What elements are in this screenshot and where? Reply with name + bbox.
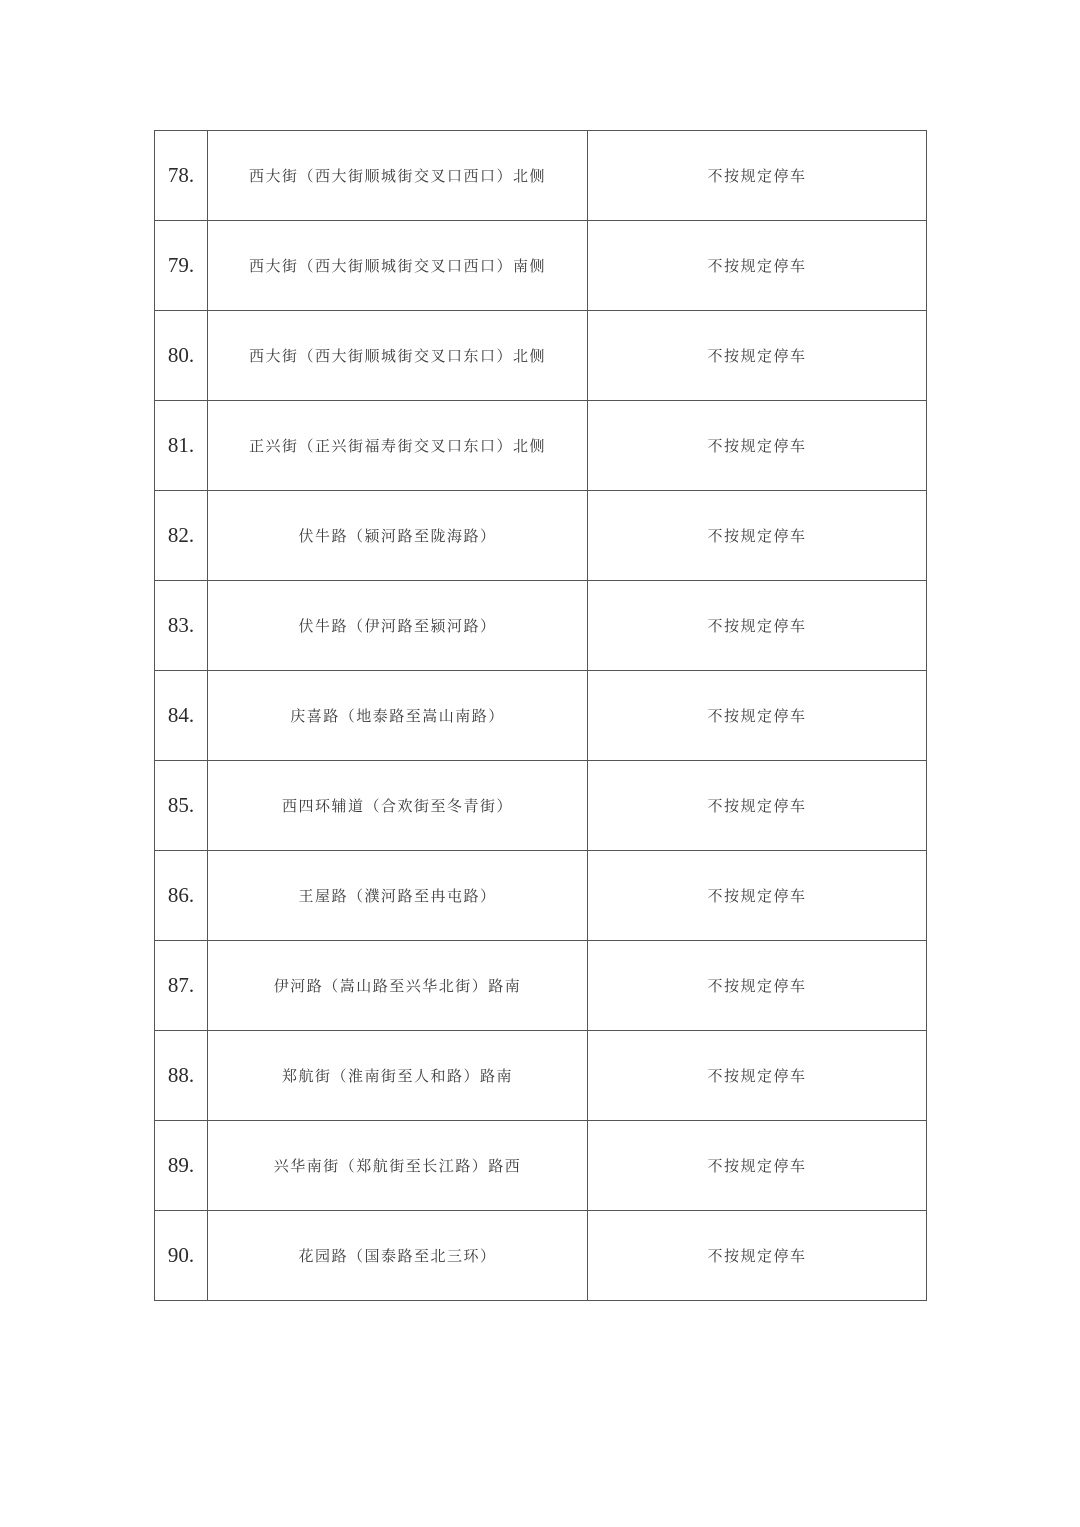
violation-type: 不按规定停车 (588, 761, 927, 851)
violation-type: 不按规定停车 (588, 491, 927, 581)
row-number: 88. (155, 1031, 208, 1121)
violation-type: 不按规定停车 (588, 941, 927, 1031)
road-location: 西四环辅道（合欢街至冬青街） (208, 761, 588, 851)
road-location: 正兴街（正兴街福寿街交叉口东口）北侧 (208, 401, 588, 491)
row-number: 82. (155, 491, 208, 581)
road-location: 西大街（西大街顺城街交叉口西口）北侧 (208, 131, 588, 221)
row-number: 78. (155, 131, 208, 221)
table-row (155, 401, 927, 491)
violation-type: 不按规定停车 (588, 131, 927, 221)
violation-type: 不按规定停车 (588, 671, 927, 761)
road-location: 西大街（西大街顺城街交叉口西口）南侧 (208, 221, 588, 311)
row-number: 80. (155, 311, 208, 401)
table-row (155, 941, 927, 1031)
violation-table-body (155, 131, 927, 1301)
row-number: 90. (155, 1211, 208, 1301)
row-number: 79. (155, 221, 208, 311)
road-location: 王屋路（濮河路至冉屯路） (208, 851, 588, 941)
table-row (155, 581, 927, 671)
row-number: 86. (155, 851, 208, 941)
violation-type: 不按规定停车 (588, 1031, 927, 1121)
road-location: 伏牛路（颍河路至陇海路） (208, 491, 588, 581)
road-location: 伊河路（嵩山路至兴华北街）路南 (208, 941, 588, 1031)
table-row (155, 1031, 927, 1121)
table-row (155, 851, 927, 941)
table-row (155, 1121, 927, 1211)
road-location: 伏牛路（伊河路至颍河路） (208, 581, 588, 671)
table-row (155, 221, 927, 311)
table-row (155, 761, 927, 851)
table-row (155, 1211, 927, 1301)
violation-type: 不按规定停车 (588, 851, 927, 941)
violation-type: 不按规定停车 (588, 401, 927, 491)
table-row (155, 491, 927, 581)
row-number: 84. (155, 671, 208, 761)
road-location: 郑航街（淮南街至人和路）路南 (208, 1031, 588, 1121)
road-location: 西大街（西大街顺城街交叉口东口）北侧 (208, 311, 588, 401)
table-row (155, 131, 927, 221)
row-number: 85. (155, 761, 208, 851)
violation-type: 不按规定停车 (588, 1211, 927, 1301)
row-number: 83. (155, 581, 208, 671)
violation-type: 不按规定停车 (588, 1121, 927, 1211)
row-number: 89. (155, 1121, 208, 1211)
violation-type: 不按规定停车 (588, 221, 927, 311)
violation-type: 不按规定停车 (588, 311, 927, 401)
table-row (155, 671, 927, 761)
row-number: 81. (155, 401, 208, 491)
road-location: 庆喜路（地泰路至嵩山南路） (208, 671, 588, 761)
violation-type: 不按规定停车 (588, 581, 927, 671)
road-location: 兴华南街（郑航街至长江路）路西 (208, 1121, 588, 1211)
road-location: 花园路（国泰路至北三环） (208, 1211, 588, 1301)
row-number: 87. (155, 941, 208, 1031)
table-row (155, 311, 927, 401)
violation-table (154, 130, 927, 1301)
